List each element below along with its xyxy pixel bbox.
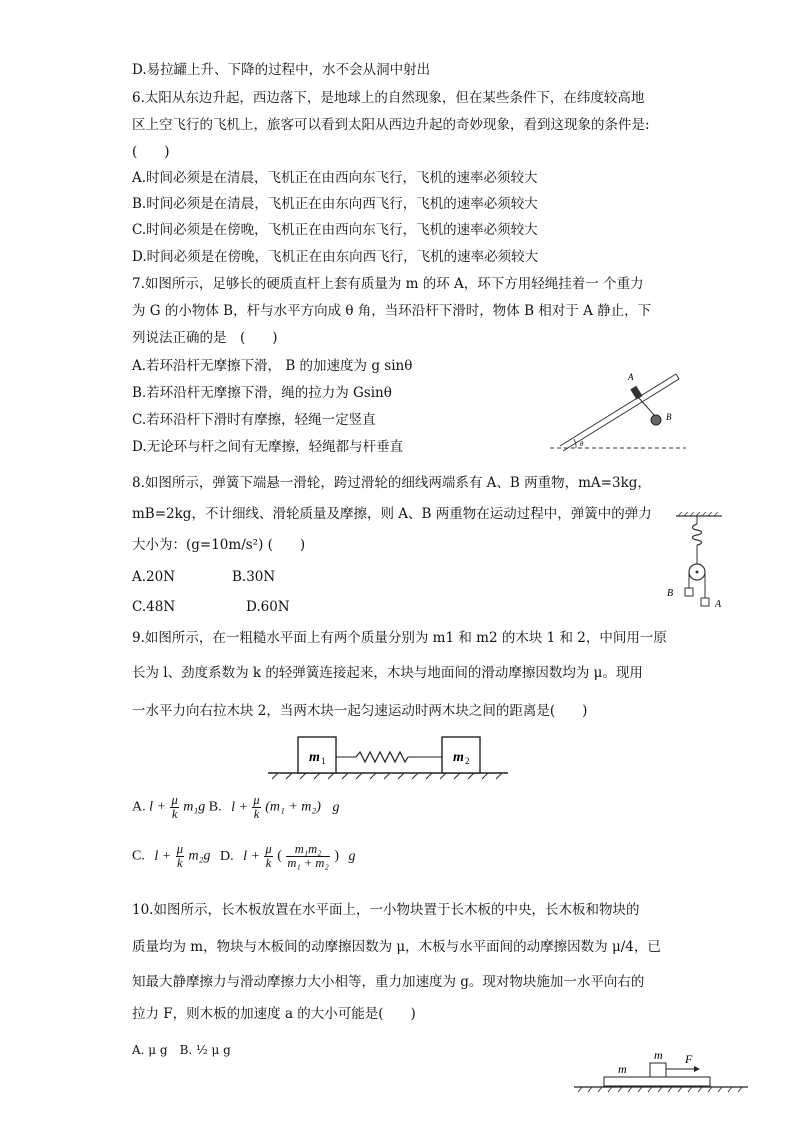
q9-block-2-sub: 2 bbox=[465, 756, 470, 766]
q10-stem-4: 拉力 F，则木板的加速度 a 的大小可能是( ) bbox=[132, 1006, 416, 1022]
q9-ground-hatch bbox=[272, 773, 502, 779]
q7-stem-1: 7.如图所示，足够长的硬质直杆上套有质量为 m 的环 A，环下方用轻绳挂着一 个重力 bbox=[132, 276, 644, 292]
q9-stem-1: 9.如图所示，在一粗糙水平面上有两个质量分别为 m1 和 m2 的木块 1 和 2，中间用一原 bbox=[132, 630, 667, 646]
q9-d-frac2: $\frac{\text{m₁m₂}}{\text{m₁ + m₂}}$ bbox=[287, 842, 329, 870]
q10-label-force: F bbox=[685, 1052, 693, 1066]
q10-stem-3: 知最大静摩擦力与滑动摩擦力大小相等，重力加速度为 g。现对物块施加一水平向右的 bbox=[132, 974, 645, 990]
q10-options-ab: A. μ g B. ½ μ g bbox=[132, 1043, 231, 1057]
q7-stem-3: 列说法正确的是 ( ) bbox=[132, 330, 278, 346]
q9-d-frac: $\frac{\mu}{k}$ bbox=[265, 842, 272, 870]
q6-option-c: C.时间必须是在傍晚，飞机正在由西向东飞行，飞机的速率必须较大 bbox=[132, 222, 538, 238]
q7-option-d: D.无论环与杆之间有无摩擦，轻绳都与杆垂直 bbox=[132, 439, 404, 455]
q10-stem-2: 质量均为 m，物块与木板间的动摩擦因数为 μ，木板与水平面间的动摩擦因数为 μ/4，已 bbox=[132, 939, 661, 955]
q7-option-a: A.若环沿杆无摩擦下滑， B 的加速度为 g sinθ bbox=[132, 358, 413, 374]
q9-d-lpar: ( bbox=[277, 848, 282, 864]
q8-label-b: B bbox=[667, 588, 674, 599]
q9-option-c-label: C. bbox=[132, 848, 145, 864]
q9-b-term: (m₁ + m₂) bbox=[265, 799, 321, 815]
q6-option-d: D.时间必须是在傍晚，飞机正在由东向西飞行，飞机的速率必须较大 bbox=[132, 249, 539, 265]
q7-stem-2: 为 G 的小物体 B，杆与水平方向成 θ 角，当环沿杆下滑时，物体 B 相对于 A 静止，下 bbox=[132, 303, 652, 319]
q9-d-g: g bbox=[348, 848, 356, 864]
q7-ring bbox=[630, 386, 642, 400]
q9-c-l: l + bbox=[154, 848, 172, 864]
q8-spring bbox=[693, 524, 702, 545]
q9-stem-3: 一水平力向右拉木块 2，当两木块一起匀速运动时两木块之间的距离是( ) bbox=[132, 703, 588, 719]
q10-figure bbox=[572, 1047, 752, 1093]
q7-rope bbox=[638, 397, 655, 416]
q9-figure bbox=[268, 733, 508, 781]
q10-board bbox=[604, 1077, 710, 1086]
q9-a-term: m₁g bbox=[183, 799, 206, 815]
q7-option-b: B.若环沿杆无摩擦下滑，绳的拉力为 Gsinθ bbox=[132, 385, 392, 401]
q9-d-rpar: ) bbox=[334, 848, 339, 864]
q7-ball bbox=[651, 415, 661, 425]
q6-stem-1: 6.太阳从东边升起，西边落下，是地球上的自然现象，但在某些条件下，在纬度较高地 bbox=[132, 90, 645, 106]
q10-block bbox=[650, 1063, 666, 1077]
q9-a-frac: $\frac{\mu}{k}$ bbox=[171, 793, 178, 821]
q7-label-theta: θ bbox=[580, 440, 584, 448]
q9-option-d-label: D. bbox=[219, 848, 234, 864]
q10-label-block: m bbox=[654, 1048, 663, 1062]
q7-label-b: B bbox=[666, 412, 672, 422]
q8-stem-2: mB=2kg，不计细线、滑轮质量及摩擦，则 A、B 两重物在运动过程中，弹簧中的弹力 bbox=[132, 506, 652, 522]
q8-option-b: B.30N bbox=[232, 569, 276, 585]
q9-options-cd bbox=[132, 843, 355, 870]
q9-b-g: g bbox=[332, 799, 340, 815]
q8-stem-3: 大小为：(g=10m/s²) ( ) bbox=[132, 537, 306, 553]
q9-c-term: m₂g bbox=[188, 848, 211, 864]
q8-mass-b bbox=[685, 588, 693, 596]
q7-rod bbox=[560, 374, 679, 451]
q6-option-b: B.时间必须是在清晨，飞机正在由东向西飞行，飞机的速率必须较大 bbox=[132, 196, 538, 212]
q9-d-l: l + bbox=[243, 848, 260, 864]
q9-option-b-label: B. bbox=[208, 799, 222, 815]
q5-option-d: D.易拉罐上升、下降的过程中，水不会从洞中射出 bbox=[132, 62, 431, 78]
q9-a-l: l + bbox=[149, 799, 166, 815]
q8-label-a: A bbox=[715, 599, 722, 610]
q9-c-frac: $\frac{\mu}{k}$ bbox=[176, 842, 183, 870]
q7-figure bbox=[548, 368, 688, 454]
q6-stem-2: 区上空飞行的飞机上，旅客可以看到太阳从西边升起的奇妙现象，看到这现象的条件是: bbox=[132, 117, 650, 133]
q8-option-d: D.60N bbox=[246, 599, 290, 615]
q9-stem-2: 长为 l、劲度系数为 k 的轻弹簧连接起来，木块与地面间的滑动摩擦因数均为 μ。现用 bbox=[132, 665, 643, 681]
q9-b-l: l + bbox=[231, 799, 248, 815]
q8-figure bbox=[664, 512, 730, 612]
q8-option-c: C.48N bbox=[132, 599, 176, 615]
q9-spring bbox=[356, 752, 408, 762]
q7-option-c: C.若环沿杆下滑时有摩擦，轻绳一定竖直 bbox=[132, 412, 376, 428]
q10-ground-hatch bbox=[578, 1087, 742, 1092]
q6-bracket: ( ) bbox=[132, 144, 170, 160]
q9-b-frac: $\frac{\mu}{k}$ bbox=[253, 793, 260, 821]
q8-option-a: A.20N bbox=[132, 569, 176, 585]
q9-option-a-label: A. bbox=[132, 799, 146, 815]
q8-mass-a bbox=[701, 598, 709, 606]
q9-block-1-sub: 1 bbox=[321, 756, 326, 766]
q9-block-1-label: m bbox=[309, 750, 320, 765]
q7-label-a: A bbox=[628, 372, 634, 382]
q9-block-2-label: m bbox=[453, 750, 464, 765]
q8-pulley-axle bbox=[696, 571, 699, 574]
q8-stem-1: 8.如图所示，弹簧下端悬一滑轮，跨过滑轮的细线两端系有 A、B 两重物，mA=3kg， bbox=[132, 475, 651, 491]
q10-force-arrowhead bbox=[694, 1066, 700, 1072]
q10-label-board: m bbox=[618, 1062, 627, 1076]
q9-options-ab bbox=[132, 794, 339, 821]
q10-stem-1: 10.如图所示，长木板放置在水平面上，一小物块置于长木板的中央，长木板和物块的 bbox=[132, 902, 640, 918]
q6-option-a: A.时间必须是在清晨，飞机正在由西向东飞行，飞机的速率必须较大 bbox=[132, 170, 538, 186]
